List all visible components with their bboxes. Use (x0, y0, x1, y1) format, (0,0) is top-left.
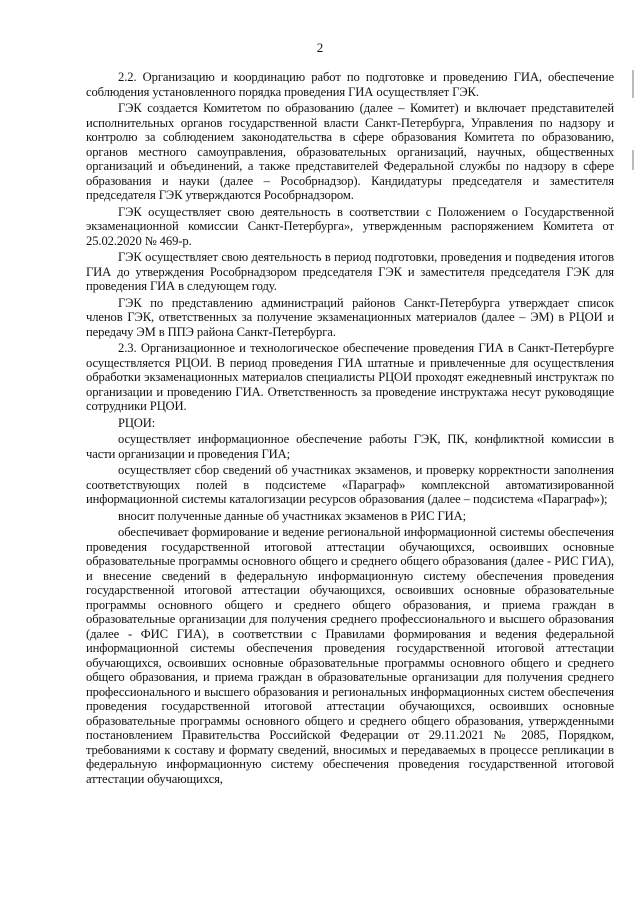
paragraph-2-3: 2.3. Организационное и технологическое обеспечение проведения ГИА в Санкт-Петербурге осуществляется РЦОИ. В период проведения ГИА штатные и привлеченные для осуществления обработки экзаменационных материалов специалисты РЦОИ проходят ежедневный инструктаж по организации и проведению ГИА. Ответственность за проведение инструктажа несут руководящие сотрудники РЦОИ. (86, 341, 614, 413)
paragraph-rcoi-heading: РЦОИ: (118, 415, 156, 430)
document-body (86, 70, 614, 788)
paragraph-gek-regulation: ГЭК осуществляет свою деятельность в соответствии с Положением о Государственной экзаменационной комиссии Санкт-Петербурга», утвержденным распоряжением Комитета от 25.02.2020 № 469-р. (86, 204, 614, 248)
paragraph-rcoi-info: осуществляет информационное обеспечение работы ГЭК, ПК, конфликтной комиссии в части организации и проведения ГИА; (86, 432, 614, 461)
scan-edge-mark (632, 150, 634, 170)
paragraph-gek-members: ГЭК по представлению администраций районов Санкт-Петербурга утверждает список членов ГЭК, ответственных за получение экзаменационных материалов (далее – ЭМ) в РЦОИ и передачу ЭМ в ППЭ района Санкт-Петербурга. (86, 295, 614, 339)
scan-edge-mark (632, 70, 634, 98)
page-number: 2 (316, 40, 324, 55)
paragraph-gek-period: ГЭК осуществляет свою деятельность в период подготовки, проведения и подведения итогов ГИА до утверждения Рособрнадзором председателя ГЭК и заместителя председателя ГЭК для проведения ГИА в следующем году. (86, 250, 614, 293)
paragraph-rcoi-ris: обеспечивает формирование и ведение региональной информационной системы обеспечения проведения государственной итоговой аттестации обучающихся, освоивших основные образовательные программы основного общего и среднего общего образования (далее - РИС ГИА), и внесение сведений в федеральную информационную систему обеспечения проведения государственной итоговой аттестации обучающихся, освоивших основные образовательные программы основного общего и среднего общего образования, и приема граждан в образовательные организации для получения среднего профессионального и высшего образования (далее - ФИС ГИА), в соответствии с Правилами формирования и ведения федеральной информационной системы обеспечения проведения государственной итоговой аттестации обучающихся, освоивших основные образовательные программы основного общего и среднего общего образования, и приема граждан в образовательные организации для получения среднего профессионального и высшего образования и региональных информационных систем обеспечения проведения государственной итоговой аттестации обучающихся, освоивших основные образовательные программы основного общего и среднего общего образования, утвержденными постановлением Правительства Российской Федерации от 29.11.2021 № 2085, Порядком, требованиями к составу и формату сведений, вносимых и передаваемых в процессе репликации в федеральную информационную систему обеспечения проведения государственной итоговой аттестации обучающихся, (86, 525, 614, 786)
paragraph-gek-composition: ГЭК создается Комитетом по образованию (далее – Комитет) и включает представителей исполнительных органов государственной власти Санкт-Петербурга, Управления по надзору и контролю за соблюдением законодательства в сфере образования Комитета по образованию, органов местного самоуправления, образовательных организаций, научных, общественных организаций и объединений, а также представителей Федеральной службы по надзору в сфере образования и науки (далее – Рособрнадзор). Кандидатуры председателя и заместителя председателя ГЭК утверждаются Рособрнадзором. (86, 101, 614, 202)
paragraph-rcoi-collect: осуществляет сбор сведений об участниках экзаменов, и проверку корректности заполнения соответствующих полей в подсистеме «Параграф» комплексной автоматизированной информационной системы каталогизации ресурсов образования (далее – подсистема «Параграф»); (86, 463, 614, 506)
paragraph-2-2: 2.2. Организацию и координацию работ по подготовке и проведению ГИА, обеспечение соблюдения установленного порядка проведения ГИА осуществляет ГЭК. (86, 70, 614, 99)
paragraph-rcoi-enter: вносит полученные данные об участниках экзаменов в РИС ГИА; (118, 508, 467, 523)
